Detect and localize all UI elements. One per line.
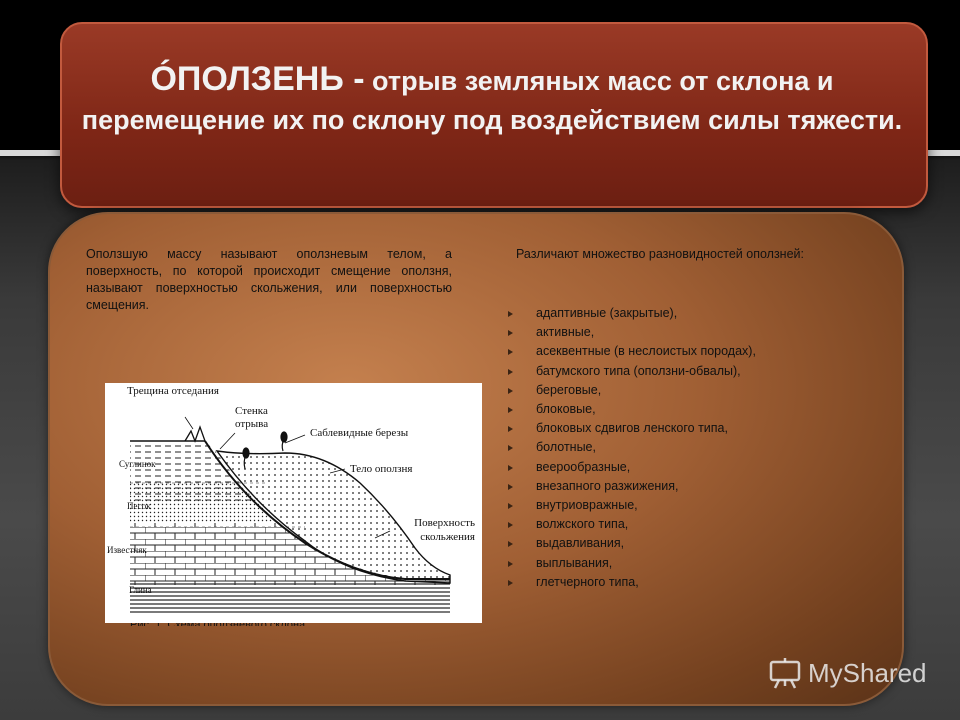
landslide-type-item xyxy=(508,515,888,534)
landslide-type-label: береговые, xyxy=(536,382,602,397)
bullet-arrow-icon xyxy=(508,503,513,509)
landslide-type-item xyxy=(508,304,888,323)
landslide-type-item xyxy=(508,477,888,496)
bullet-arrow-icon xyxy=(508,561,513,567)
bullet-arrow-icon xyxy=(508,369,513,375)
slide-title xyxy=(60,60,924,140)
landslide-type-item xyxy=(508,458,888,477)
landslide-type-item xyxy=(508,323,888,342)
bullet-arrow-icon xyxy=(508,541,513,547)
label-loam: Суглинок xyxy=(119,459,156,469)
label-surface: Поверхность скольжения xyxy=(414,517,475,543)
bullet-arrow-icon xyxy=(508,445,513,451)
landslide-type-label: веерообразные, xyxy=(536,459,631,474)
landslide-type-label: блоковые, xyxy=(536,402,596,417)
landslide-type-label: выплывания, xyxy=(536,555,613,570)
landslide-type-label: болотные, xyxy=(536,440,596,455)
landslide-type-label: активные, xyxy=(536,325,595,340)
types-intro: Различают множество разновидностей оползней: xyxy=(516,247,804,261)
landslide-type-item xyxy=(508,534,888,553)
landslide-type-item xyxy=(508,573,888,592)
label-body: Тело оползня xyxy=(350,463,413,475)
bullet-arrow-icon xyxy=(508,311,513,317)
bullet-arrow-icon xyxy=(508,484,513,490)
landslide-type-label: асеквентные (в неслоистых породах), xyxy=(536,344,756,359)
title-definition: отрыв земляных масс от склона и перемещение их по склону под воздействием силы тяжести. xyxy=(81,66,903,135)
bullet-arrow-icon xyxy=(508,580,513,586)
label-crack: Трещина отседания xyxy=(127,385,219,397)
landslide-type-item xyxy=(508,419,888,438)
bullet-arrow-icon xyxy=(508,388,513,394)
landslide-type-item xyxy=(508,496,888,515)
landslide-type-item xyxy=(508,554,888,573)
landslide-type-label: блоковых сдвигов ленского типа, xyxy=(536,421,728,436)
landslide-type-label: батумского типа (оползни-обвалы), xyxy=(536,363,741,378)
label-sand: Песок xyxy=(127,501,151,511)
landslide-type-label: выдавливания, xyxy=(536,536,625,551)
title-term: ÓПОЛЗЕНЬ - xyxy=(150,60,365,98)
bullet-arrow-icon xyxy=(508,426,513,432)
definition-paragraph: Оползшую массу называют оползневым телом, а поверхность, по которой происходит смещение оползня, называют поверхностью скольжения, или поверхностью смещения. xyxy=(86,247,452,312)
landslide-type-item xyxy=(508,438,888,457)
bullet-arrow-icon xyxy=(508,522,513,528)
landslide-type-label: внезапного разжижения, xyxy=(536,478,679,493)
presentation-board-icon xyxy=(768,656,802,690)
bullet-arrow-icon xyxy=(508,349,513,355)
watermark-text: MyShared xyxy=(808,657,927,688)
myshared-watermark xyxy=(768,656,927,690)
landslide-diagram xyxy=(105,383,482,623)
bullet-arrow-icon xyxy=(508,407,513,413)
landslide-type-item xyxy=(508,381,888,400)
label-birches: Саблевидные березы xyxy=(310,427,409,439)
landslide-type-label: волжского типа, xyxy=(536,517,629,532)
landslide-type-item xyxy=(508,342,888,361)
label-clay: Глина xyxy=(129,585,152,595)
landslide-type-label: адаптивные (закрытые), xyxy=(536,306,678,320)
landslide-type-label: внутриовражные, xyxy=(536,498,638,513)
label-limestone: Известняк xyxy=(107,545,147,555)
landslide-types-list xyxy=(508,304,888,592)
landslide-type-item xyxy=(508,362,888,381)
landslide-type-item xyxy=(508,400,888,419)
landslide-type-label: глетчерного типа, xyxy=(536,574,639,589)
bullet-arrow-icon xyxy=(508,465,513,471)
label-wall: Стенка отрыва xyxy=(235,405,269,430)
bullet-arrow-icon xyxy=(508,330,513,336)
